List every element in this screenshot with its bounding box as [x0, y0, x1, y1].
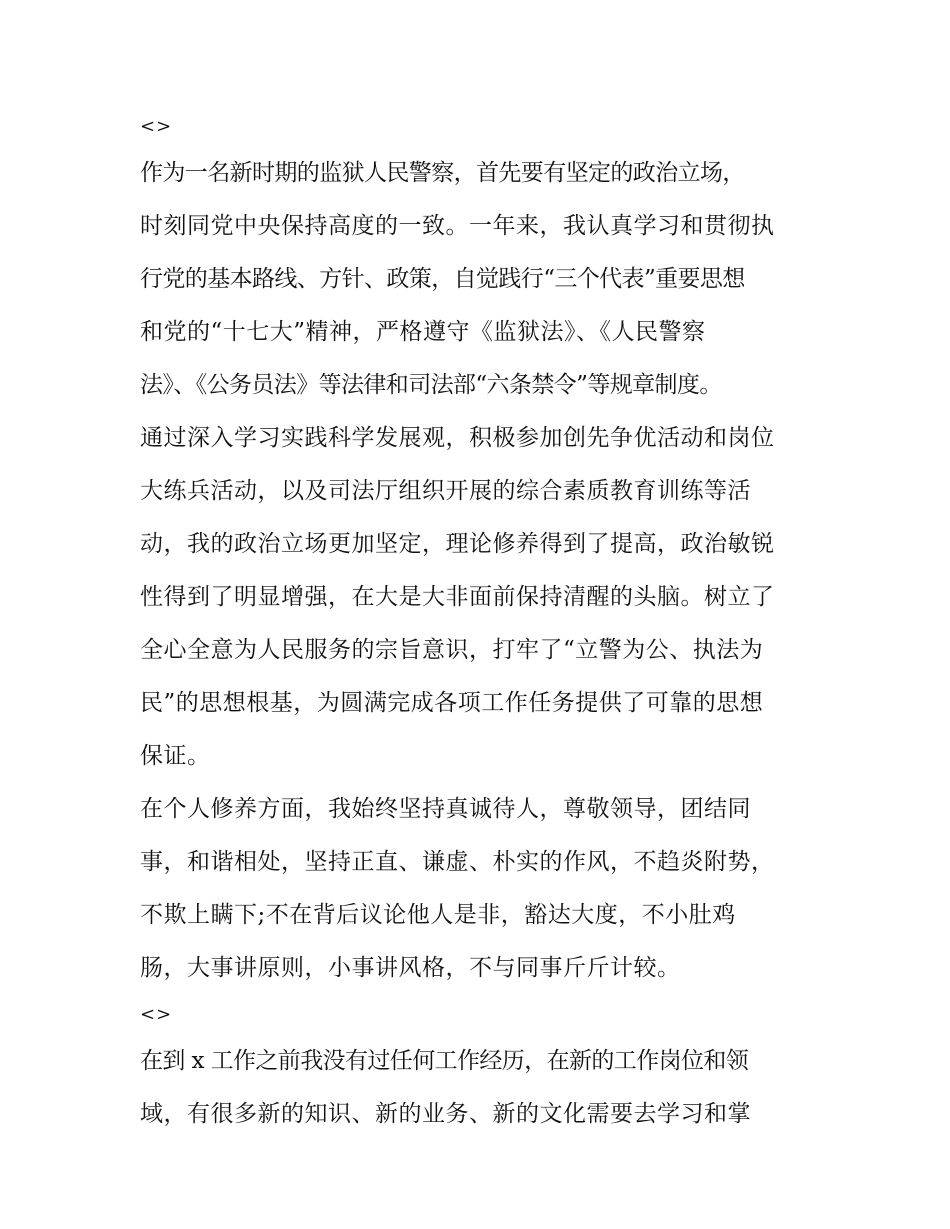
text-line: 法》、《公务员法》等法律和司法部“六条禁令”等规章制度。 [140, 372, 722, 398]
section-marker: <> [140, 1004, 173, 1025]
text-line: 域，有很多新的知识、新的业务、新的文化需要去学习和掌 [140, 1101, 751, 1127]
section-marker: <> [140, 116, 173, 137]
text-line: 大练兵活动，以及司法厅组织开展的综合素质教育训练等活 [140, 478, 751, 504]
paragraph-personal-cultivation [140, 783, 840, 995]
document-page [140, 107, 840, 1141]
text-line: 肠，大事讲原则，小事讲风格，不与同事斤斤计较。 [140, 955, 681, 981]
text-line: 和党的“十七大”精神，严格遵守《监狱法》、《人民警察 [140, 319, 706, 345]
text-line: 通过深入学习实践科学发展观，积极参加创先争优活动和岗位 [140, 425, 775, 451]
text-line: 在个人修养方面，我始终坚持真诚待人，尊敬领导，团结同 [140, 796, 751, 822]
text-line: 民”的思想根基，为圆满完成各项工作任务提供了可靠的思想 [140, 690, 764, 716]
text-line: 在到 x 工作之前我没有过任何工作经历，在新的工作岗位和领 [140, 1048, 749, 1074]
paragraph-political-stance [140, 147, 840, 783]
text-line: 不欺上瞒下;不在背后议论他人是非，豁达大度，不小肚鸡 [140, 902, 736, 928]
text-line: 时刻同党中央保持高度的一致。一年来，我认真学习和贯彻执 [140, 213, 775, 239]
text-line: 动，我的政治立场更加坚定，理论修养得到了提高，政治敏锐 [140, 531, 775, 557]
text-line: 作为一名新时期的监狱人民警察，首先要有坚定的政治立场， [140, 160, 745, 186]
text-line: 性得到了明显增强，在大是大非面前保持清醒的头脑。树立了 [140, 584, 775, 610]
text-line: 事，和谐相处，坚持正直、谦虚、朴实的作风，不趋炎附势， [140, 849, 775, 875]
paragraph-work-experience [140, 1035, 840, 1141]
text-line: 保证。 [140, 743, 211, 769]
text-line: 行党的基本路线、方针、政策，自觉践行“三个代表”重要思想 [140, 266, 745, 292]
text-line: 全心全意为人民服务的宗旨意识，打牢了“立警为公、执法为 [140, 637, 764, 663]
